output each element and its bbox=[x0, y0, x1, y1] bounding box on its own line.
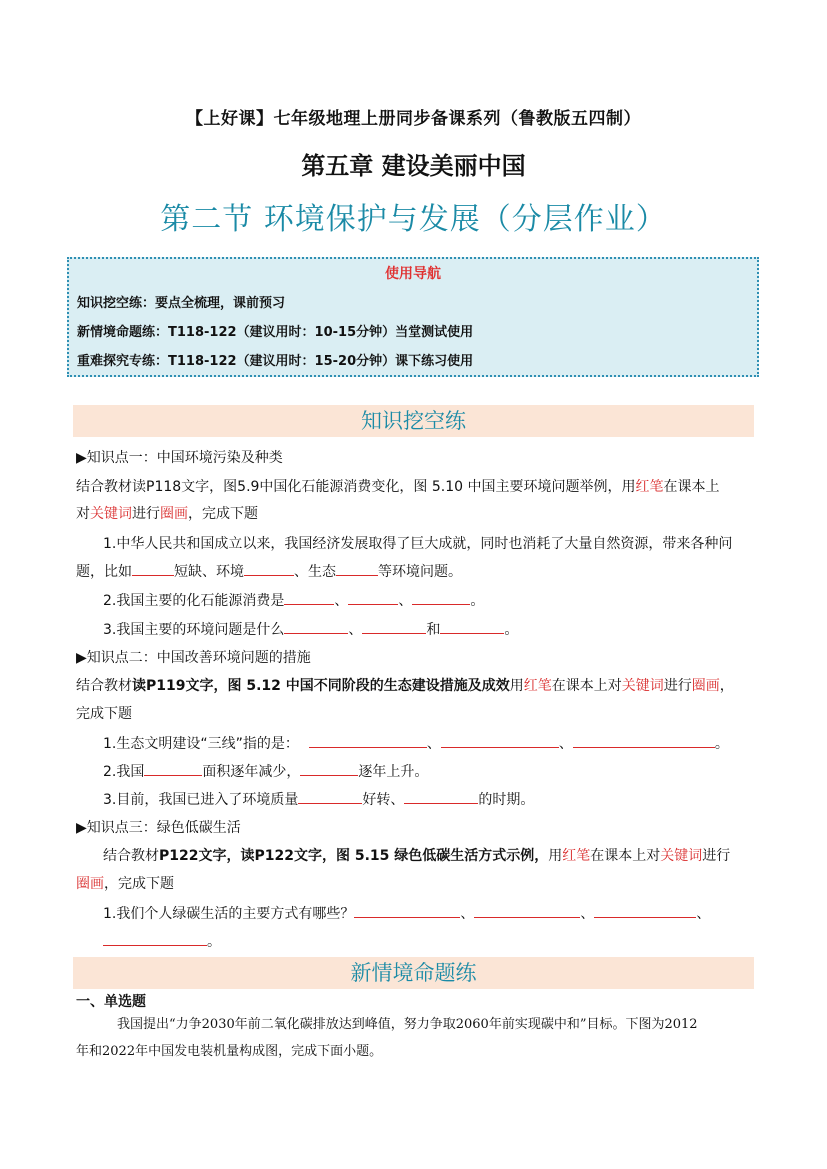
kp1-q1-text-1: 题，比如 bbox=[76, 564, 132, 580]
kp1-q2 bbox=[103, 590, 484, 610]
kp1-q2-blank-3[interactable] bbox=[412, 590, 470, 605]
kp2-q2-blank-2[interactable] bbox=[300, 761, 358, 776]
usage-guide-box bbox=[67, 257, 759, 377]
kp2-intro-text-e: ， bbox=[719, 678, 734, 694]
kp3-q1-text: 1.我们个人绿碳生活的主要方式有哪些？ bbox=[103, 906, 355, 922]
kp2-q2-text-c: 逐年上升。 bbox=[358, 764, 429, 780]
kp3-intro-text-b: 用 bbox=[548, 848, 563, 864]
kp3-intro2-text: ，完成下题 bbox=[104, 876, 174, 892]
kp3-intro-text-c: 在课本上对 bbox=[590, 848, 661, 864]
kp1-intro2-text-c: ，完成下题 bbox=[188, 506, 258, 522]
usage-guide-title: 使用导航 bbox=[385, 266, 441, 282]
kp1-intro2-text-a: 对 bbox=[76, 506, 90, 522]
kp2-q3-blank-1[interactable] bbox=[298, 789, 362, 804]
kp2-q1-blank-1[interactable] bbox=[309, 733, 427, 748]
kp3-q1-end: 。 bbox=[207, 934, 221, 950]
kp2-intro-text-c: 在课本上对 bbox=[551, 678, 622, 694]
kp1-q2-sep-2: 、 bbox=[398, 593, 413, 609]
kp1-q3-sep-1: 、 bbox=[348, 622, 363, 638]
kp3-red-pen: 红笔 bbox=[562, 848, 591, 864]
kp2-q3 bbox=[103, 789, 534, 809]
kp2-q2-text-a: 2.我国 bbox=[103, 764, 145, 780]
kp2-q2-blank-1[interactable] bbox=[144, 761, 202, 776]
series-title: 【上好课】七年级地理上册同步备课系列（鲁教版五四制） bbox=[186, 109, 641, 129]
kp1-q3-blank-1[interactable] bbox=[284, 619, 348, 634]
kp2-q1-sep-1: 、 bbox=[426, 736, 441, 752]
kp2-q3-text-c: 的时期。 bbox=[478, 792, 535, 808]
kp2-circle: 圈画 bbox=[691, 678, 720, 694]
kp1-intro-text-b: 在课本上 bbox=[663, 479, 720, 495]
kp1-q1-blank-3[interactable] bbox=[336, 561, 378, 576]
kp3-q1-sep-1: 、 bbox=[460, 906, 475, 922]
kp1-q3-sep-2: 和 bbox=[426, 622, 441, 638]
kp2-q1-blank-2[interactable] bbox=[441, 733, 559, 748]
kp1-circle: 圈画 bbox=[160, 506, 188, 522]
kp1-q2-sep-1: 、 bbox=[334, 593, 349, 609]
kp2-q1-text: 1.生态文明建设“三线”指的是： bbox=[103, 736, 299, 752]
kp3-q1-blank-4[interactable] bbox=[103, 931, 207, 946]
kp1-q3 bbox=[103, 619, 518, 639]
kp1-intro-text-a: 结合教材读P118文字，图5.9中国化石能源消费变化，图 5.10 中国主要环境问题举例，用 bbox=[76, 479, 636, 495]
kp1-intro2-text-b: 进行 bbox=[132, 506, 160, 522]
kp1-q1-blank-1[interactable] bbox=[132, 561, 174, 576]
kp3-q1-line1 bbox=[103, 903, 710, 923]
kp3-q1-line2 bbox=[103, 931, 221, 951]
kp2-q1 bbox=[103, 733, 729, 753]
kp1-red-pen: 红笔 bbox=[635, 479, 664, 495]
kp3-q1-blank-2[interactable] bbox=[474, 903, 580, 918]
kp1-q1-line2 bbox=[76, 561, 462, 581]
kp1-q1-line1: 1.中华人民共和国成立以来，我国经济发展取得了巨大成就，同时也消耗了大量自然资源，带来各种问 bbox=[103, 536, 733, 552]
kp3-q1-sep-3: 、 bbox=[696, 906, 711, 922]
kp2-q1-end: 。 bbox=[714, 736, 729, 752]
question-stem-line1: 我国提出“力争2030年前二氧化碳排放达到峰值，努力争取2060年前实现碳中和”目标。下图为2012 bbox=[117, 1017, 698, 1032]
kp2-intro-text-b: 用 bbox=[509, 678, 524, 694]
kp3-circle: 圈画 bbox=[76, 876, 104, 892]
kp2-keyword: 关键词 bbox=[621, 678, 664, 694]
kp2-intro-line2: 完成下题 bbox=[76, 706, 132, 722]
kp2-q3-text-b: 好转、 bbox=[362, 792, 405, 808]
kp2-q1-blank-3[interactable] bbox=[573, 733, 715, 748]
kp1-q1-text-3: 、生态 bbox=[294, 564, 336, 580]
kp2-intro-text-d: 进行 bbox=[663, 678, 692, 694]
question-stem-line2: 年和2022年中国发电装机量构成图，完成下面小题。 bbox=[76, 1044, 383, 1059]
kp3-q1-blank-3[interactable] bbox=[594, 903, 696, 918]
kp2-q2 bbox=[103, 761, 428, 781]
kp3-title: ▶知识点三：绿色低碳生活 bbox=[76, 820, 241, 836]
kp3-intro-text-d: 进行 bbox=[702, 848, 731, 864]
kp1-q3-text: 3.我国主要的环境问题是什么 bbox=[103, 622, 285, 638]
kp2-intro-text-a: 结合教材 bbox=[76, 678, 132, 694]
guide-line-2: 新情境命题练：T118-122（建议用时：10-15分钟）当堂测试使用 bbox=[77, 325, 474, 340]
kp3-intro-bold: P122文字，读P122文字，图 5.15 绿色低碳生活方式示例， bbox=[159, 848, 549, 864]
guide-line-3: 重难探究专练：T118-122（建议用时：15-20分钟）课下练习使用 bbox=[77, 354, 474, 369]
kp2-q3-blank-2[interactable] bbox=[404, 789, 478, 804]
kp3-intro-text-a: 结合教材 bbox=[103, 848, 159, 864]
kp1-intro-line1 bbox=[76, 476, 720, 496]
kp1-q1-text-2: 短缺、环境 bbox=[174, 564, 244, 580]
single-choice-heading: 一、单选题 bbox=[76, 994, 146, 1010]
kp3-keyword: 关键词 bbox=[660, 848, 703, 864]
kp1-title: ▶知识点一：中国环境污染及种类 bbox=[76, 450, 283, 466]
kp3-q1-blank-1[interactable] bbox=[354, 903, 460, 918]
kp2-intro-bold: 读P119文字，图 5.12 中国不同阶段的生态建设措施及成效 bbox=[132, 678, 510, 694]
kp1-q2-text: 2.我国主要的化石能源消费是 bbox=[103, 593, 285, 609]
kp1-q3-blank-3[interactable] bbox=[440, 619, 504, 634]
kp1-q3-blank-2[interactable] bbox=[362, 619, 426, 634]
chapter-title: 第五章 建设美丽中国 bbox=[301, 152, 526, 180]
kp3-intro-line1 bbox=[103, 845, 730, 865]
section-band-knowledge: 知识挖空练 bbox=[73, 405, 754, 437]
kp1-q2-blank-1[interactable] bbox=[284, 590, 334, 605]
kp1-q1-blank-2[interactable] bbox=[244, 561, 294, 576]
section-band-new-context: 新情境命题练 bbox=[73, 957, 754, 989]
kp2-q1-sep-2: 、 bbox=[558, 736, 573, 752]
kp1-q2-end: 。 bbox=[470, 593, 485, 609]
kp2-q3-text-a: 3.目前，我国已进入了环境质量 bbox=[103, 792, 299, 808]
kp1-intro-line2 bbox=[76, 503, 258, 523]
kp2-red-pen: 红笔 bbox=[523, 678, 552, 694]
kp2-title: ▶知识点二：中国改善环境问题的措施 bbox=[76, 650, 311, 666]
kp3-intro-line2 bbox=[76, 873, 174, 893]
kp1-q2-blank-2[interactable] bbox=[348, 590, 398, 605]
kp2-q2-text-b: 面积逐年减少， bbox=[202, 764, 301, 780]
kp1-keyword: 关键词 bbox=[90, 506, 132, 522]
kp1-q1-text-4: 等环境问题。 bbox=[378, 564, 462, 580]
kp2-intro-line1 bbox=[76, 675, 734, 695]
section-title: 第二节 环境保护与发展（分层作业） bbox=[160, 202, 667, 237]
kp1-q3-end: 。 bbox=[504, 622, 519, 638]
kp3-q1-sep-2: 、 bbox=[580, 906, 595, 922]
guide-line-1: 知识挖空练：要点全梳理，课前预习 bbox=[77, 296, 286, 311]
